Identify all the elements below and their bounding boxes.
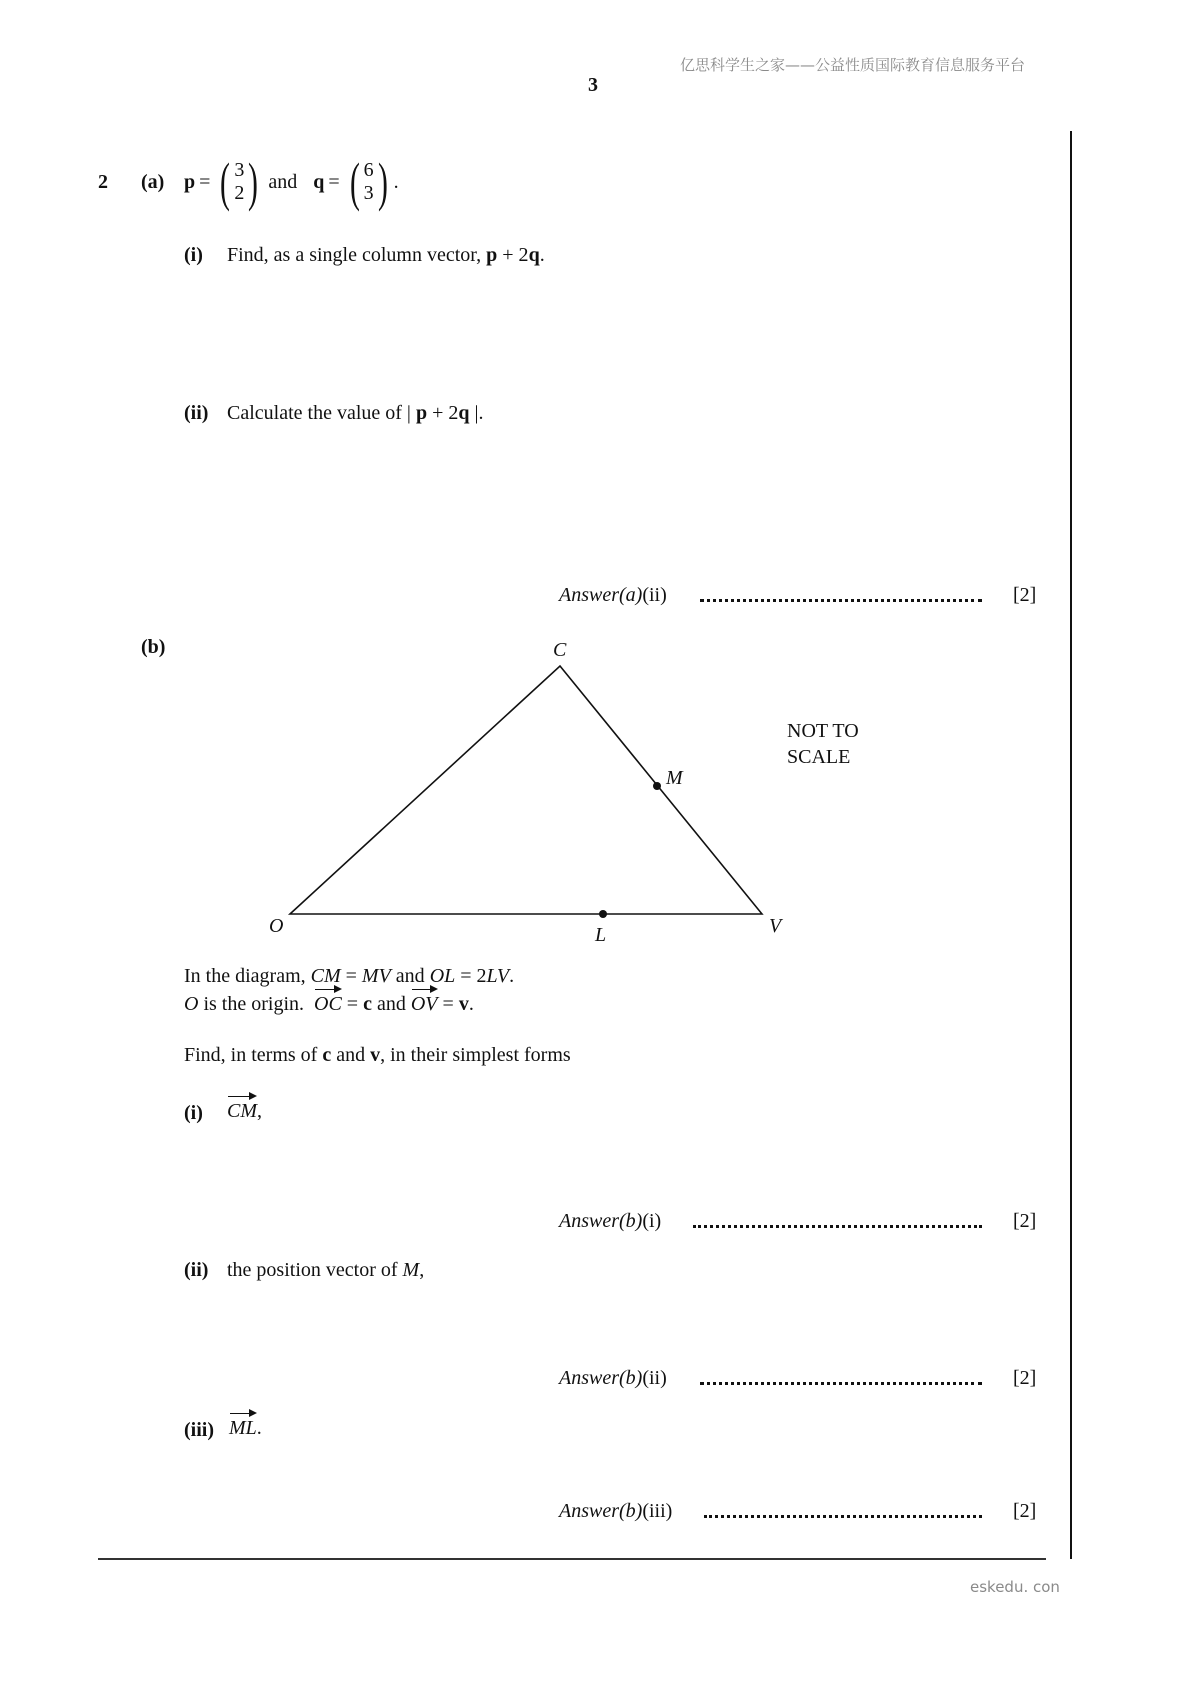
expr-p: p [486,244,498,266]
info1-cm: CM [310,965,341,987]
find-instruction [184,1043,571,1067]
part-a-label: (a) [141,171,165,193]
info2-v: v [458,993,469,1015]
info1-ol: OL [429,965,456,987]
part-b-ii-m: M [402,1259,420,1281]
find-and: and [331,1044,371,1066]
answer-b-iii-line[interactable] [704,1515,982,1518]
watermark-bottom: eskedu. con [970,1578,1060,1596]
answer-a-ii-marks: [2] [1013,584,1037,606]
expr-plus: + 2 [497,244,529,266]
part-b-iii-end: . [256,1417,262,1439]
part-a-i-instruction: Find, as a single column vector, [227,244,482,266]
answer-b-i-suffix: (i) [642,1210,662,1232]
info1-lv: LV [486,965,510,987]
info1-eq2: = 2 [455,965,487,987]
triangle-ocv [290,666,762,914]
info1-and: and [390,965,430,987]
diagram-info-line2 [184,992,474,1016]
info1-a: In the diagram, [184,965,306,987]
part-b-ii-end: , [419,1259,425,1281]
answer-b-ii-italic: Answer(b) [559,1367,643,1389]
and-text: and [268,171,298,193]
answer-b-iii-italic: Answer(b) [559,1500,643,1522]
answer-b-i-italic: Answer(b) [559,1210,643,1232]
p-bottom: 2 [234,182,245,204]
watermark-top: 亿思科学生之家——公益性质国际教育信息服务平台 [680,56,1026,74]
expr-end: . [539,244,545,266]
answer-b-i-line[interactable] [693,1225,982,1228]
question-number: 2 [98,171,108,193]
find-v: v [370,1044,381,1066]
find-b: , in their simplest forms [380,1044,571,1066]
info2-ov-vector: OV [410,993,438,1015]
answer-b-iii-label [559,1499,672,1523]
label-c: C [553,639,567,661]
find-a: Find, in terms of [184,1044,323,1066]
point-l [599,910,607,918]
part-b-i-label: (i) [184,1102,203,1124]
q-column-vector: ( 6 3 ) [349,152,388,212]
part-b-iii-text [229,1416,262,1440]
answer-b-i-label [559,1209,661,1233]
q-bottom: 3 [363,182,374,204]
info2-o: O [184,993,199,1015]
expr-p-2: p [415,402,428,424]
label-m: M [666,767,683,789]
info1-eq1: = [340,965,362,987]
equals-sign-2: = [328,171,340,193]
info2-oc-vector: OC [314,993,342,1015]
part-b-ii-label: (ii) [184,1259,209,1281]
point-m [653,782,661,790]
answer-b-iii-marks: [2] [1013,1500,1037,1522]
p-top: 3 [234,159,245,181]
expr-plus-2: + 2 [427,402,459,424]
label-o: O [269,915,284,937]
info2-end: . [468,993,474,1015]
not-to-scale-line1: NOT TO [787,720,859,742]
answer-b-ii-suffix: (ii) [642,1367,667,1389]
expr-q-2: q [458,402,470,424]
page-number: 3 [588,74,598,96]
info2-eq1: = [341,993,364,1015]
not-to-scale-line2: SCALE [787,746,851,768]
info1-end: . [509,965,515,987]
diagram-info-line1 [184,964,514,988]
part-b-ii-instruction: the position vector of [227,1259,403,1281]
answer-b-ii-line[interactable] [700,1382,982,1385]
part-a-i-label: (i) [184,244,203,266]
info1-mv: MV [361,965,391,987]
answer-a-ii-italic: Answer(a) [559,584,643,606]
answer-b-ii-label [559,1366,667,1390]
cm-vector: CM [227,1100,257,1122]
label-l: L [595,924,607,946]
info2-a: is the origin. [198,993,314,1015]
part-a-ii-instruction: Calculate the value of | [227,402,411,424]
part-b-ii-text [227,1258,424,1282]
part-b-i-text [227,1099,262,1123]
answer-a-ii-suffix: (ii) [642,584,667,606]
answer-b-i-marks: [2] [1013,1210,1037,1232]
q-top: 6 [363,159,374,181]
part-b-i-end: , [257,1100,262,1122]
info2-eq2: = [437,993,459,1015]
expr-end-2: |. [469,402,484,424]
info2-c: c [363,993,372,1015]
ml-vector: ML [229,1417,257,1439]
info2-and: and [371,993,411,1015]
label-v: V [769,915,782,937]
vector-end: . [393,171,399,193]
p-column-vector: ( 3 2 ) [220,152,259,212]
p-symbol: p [184,171,196,193]
expr-q: q [528,244,540,266]
answer-b-iii-suffix: (iii) [642,1500,673,1522]
part-a-ii-label: (ii) [184,402,209,424]
answer-b-ii-marks: [2] [1013,1367,1037,1389]
find-c: c [322,1044,332,1066]
q-symbol: q [313,171,325,193]
part-b-iii-label: (iii) [184,1419,214,1441]
equals-sign: = [199,171,211,193]
part-b-label: (b) [141,636,166,658]
